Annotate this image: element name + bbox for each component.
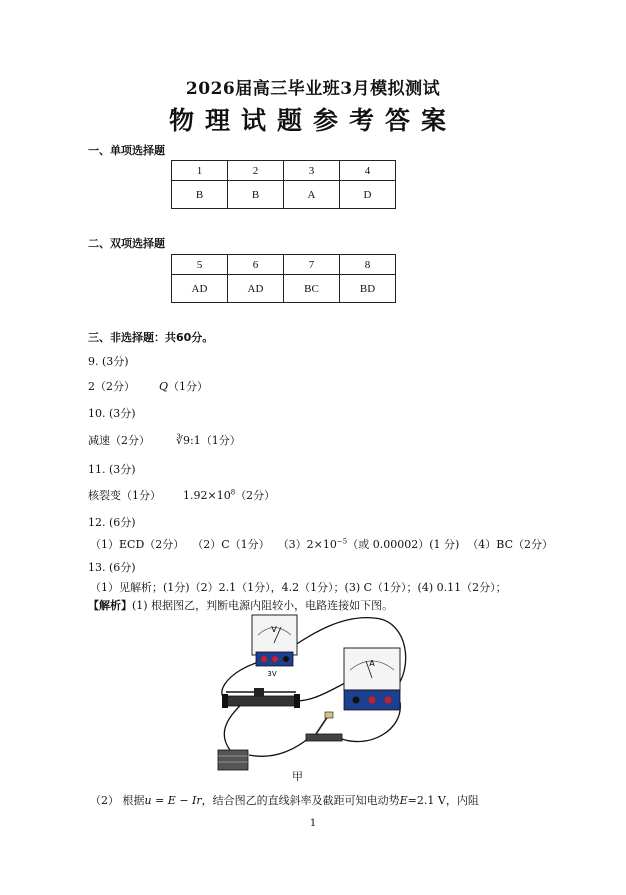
page-number: 1	[309, 818, 317, 829]
q12-part-2: （2）C（1分）	[192, 538, 270, 551]
answer-cell: D	[340, 181, 396, 209]
question-number: 7	[284, 255, 340, 275]
part2-prefix: （2） 根据	[90, 794, 145, 807]
section1-heading: 一、单项选择题	[88, 144, 165, 157]
part2-middle: ，结合图乙的直线斜率及截距可知电动势	[201, 794, 400, 807]
wire	[249, 738, 309, 756]
question-number: 4	[340, 161, 396, 181]
question-number: 2	[228, 161, 284, 181]
voltmeter-label: V	[271, 625, 277, 634]
q10-answer-1: 减速（2分）	[88, 434, 150, 447]
question-number: 1	[172, 161, 228, 181]
q11-answers	[88, 487, 275, 503]
q9-answer-1: 2（2分）	[88, 380, 135, 393]
q11-answer-2-score: （2分）	[235, 489, 276, 502]
rheostat-icon	[222, 688, 300, 708]
part2-emf-symbol: E	[399, 794, 408, 807]
q12-part-3-base: （3）2×10	[277, 538, 337, 551]
q12-part-3-exponent: −5	[336, 537, 348, 546]
q9-answers	[88, 378, 208, 394]
section3-heading: 三、非选择题：共60分。	[88, 331, 214, 344]
q13-part2-text	[90, 792, 479, 808]
part2-formula: u = E − Ir	[144, 794, 202, 807]
part2-value: =2.1 V，内阻	[407, 794, 479, 807]
q10-label: 10. (3分)	[88, 407, 136, 420]
q11-answer-2-base: 1.92×10	[183, 489, 231, 502]
table-row	[172, 255, 396, 275]
section2-answer-table	[171, 254, 396, 303]
battery-icon	[218, 750, 248, 770]
q12-part-4: （4）BC（2分）	[467, 538, 553, 551]
q12-answers	[90, 536, 553, 552]
figure-caption: 甲	[292, 770, 303, 783]
q10-answers	[88, 432, 241, 448]
q11-answer-1: 核裂变（1分）	[88, 489, 161, 502]
q12-label: 12. (6分)	[88, 516, 136, 529]
circuit-diagram	[204, 610, 419, 780]
ammeter-label: A	[369, 659, 375, 668]
question-number: 3	[284, 161, 340, 181]
exam-title: 2026届高三毕业班3月模拟测试	[185, 79, 441, 99]
table-row	[172, 275, 396, 303]
ammeter-icon	[344, 648, 400, 710]
question-number: 5	[172, 255, 228, 275]
q11-answer-2-exponent: 8	[230, 488, 236, 497]
q13-label: 13. (6分)	[88, 561, 136, 574]
table-row	[172, 181, 396, 209]
answer-cell: BC	[284, 275, 340, 303]
answer-cell: AD	[228, 275, 284, 303]
answer-cell: B	[228, 181, 284, 209]
section2-heading: 二、双项选择题	[88, 237, 165, 250]
q9-label: 9. (3分)	[88, 355, 129, 368]
analysis-tag: 【解析】	[88, 599, 132, 612]
voltmeter-range: 3V	[267, 670, 277, 678]
q10-answer-2: ∛9:1（1分）	[176, 434, 241, 447]
switch-icon	[306, 712, 342, 741]
voltmeter-icon	[252, 615, 297, 666]
document-title: 物理试题参考答案	[168, 106, 457, 135]
q9-answer-2-score: （1分）	[168, 380, 209, 393]
answer-cell: BD	[340, 275, 396, 303]
q13-answer-line: （1）见解析；(1分)（2）2.1（1分），4.2（1分）；(3) C（1分）；(4) 0.11（2分）；	[90, 581, 507, 594]
q11-label: 11. (3分)	[88, 463, 136, 476]
q12-part-3-rest: （或 0.00002）(1 分)	[347, 538, 460, 551]
answer-cell: A	[284, 181, 340, 209]
question-number: 6	[228, 255, 284, 275]
question-number: 8	[340, 255, 396, 275]
table-row	[172, 161, 396, 181]
answer-cell: AD	[172, 275, 228, 303]
q12-part-1: （1）ECD（2分）	[90, 538, 185, 551]
wire	[224, 702, 244, 750]
q9-answer-2: Q	[159, 380, 169, 393]
section1-answer-table	[171, 160, 396, 209]
answer-cell: B	[172, 181, 228, 209]
analysis-text: (1) 根据图乙，判断电源内阻较小，电路连接如下图。	[132, 599, 394, 612]
